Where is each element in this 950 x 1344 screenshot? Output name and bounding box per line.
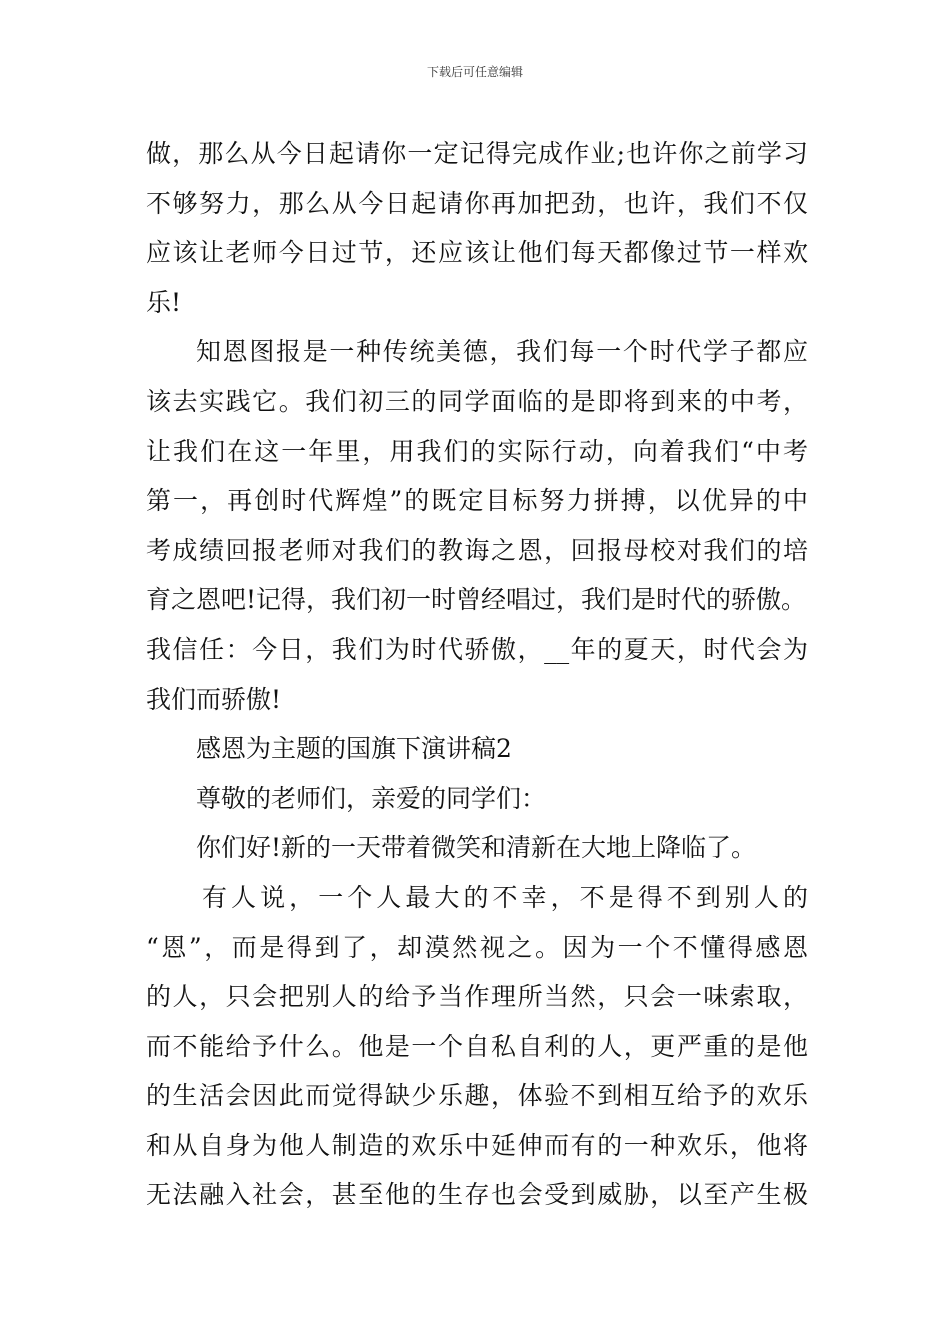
text-line-2: 不够努力，那么从今日起请你再加把劲，也许，我们不仅 — [146, 188, 808, 218]
text-line-16: 有人说，一个人最大的不幸，不是得不到别人的 — [202, 882, 808, 912]
text-line-1: 做，那么从今日起请你一定记得完成作业;也许你之前学习 — [146, 139, 808, 168]
section-heading: 感恩为主题的国旗下演讲稿2 — [196, 734, 512, 764]
text-line-7: 让我们在这一年里，用我们的实际行动，向着我们“中考 — [146, 436, 808, 466]
text-line-17: “恩”，而是得到了，却漠然视之。因为一个不懂得感恩 — [146, 932, 808, 962]
text-line-6: 该去实践它。我们初三的同学面临的是即将到来的中考， — [146, 386, 808, 416]
text-line-5: 知恩图报是一种传统美德，我们每一个时代学子都应 — [196, 337, 808, 367]
text-line-3: 应该让老师今日过节，还应该让他们每天都像过节一样欢 — [146, 238, 808, 268]
text-line-18: 的人，只会把别人的给予当作理所当然，只会一味索取， — [146, 982, 808, 1012]
document-body — [146, 129, 808, 1220]
text-line-8: 第一，再创时代辉煌”的既定目标努力拼搏，以优异的中 — [146, 486, 808, 516]
text-line-22: 无法融入社会，甚至他的生存也会受到威胁，以至产生极 — [146, 1180, 808, 1210]
text-line-21: 和从自身为他人制造的欢乐中延伸而有的一种欢乐，他将 — [146, 1130, 808, 1160]
text-line-12: 我们而骄傲! — [146, 684, 282, 714]
text-line-11: 我信任：今日，我们为时代骄傲，__年的夏天，时代会为 — [146, 634, 808, 664]
text-line-10: 育之恩吧!记得，我们初一时曾经唱过，我们是时代的骄傲。 — [146, 585, 807, 615]
text-line-19: 而不能给予什么。他是一个自私自利的人，更严重的是他 — [146, 1031, 808, 1061]
text-line-9: 考成绩回报老师对我们的教诲之恩，回报母校对我们的培 — [146, 535, 808, 565]
greeting: 你们好!新的一天带着微笑和清新在大地上降临了。 — [196, 833, 757, 863]
text-line-20: 的生活会因此而觉得缺少乐趣，体验不到相互给予的欢乐 — [146, 1081, 808, 1111]
salutation: 尊敬的老师们，亲爱的同学们： — [196, 783, 547, 813]
text-line-4: 乐! — [146, 287, 182, 317]
page-header-note: 下载后可任意编辑 — [426, 65, 523, 79]
